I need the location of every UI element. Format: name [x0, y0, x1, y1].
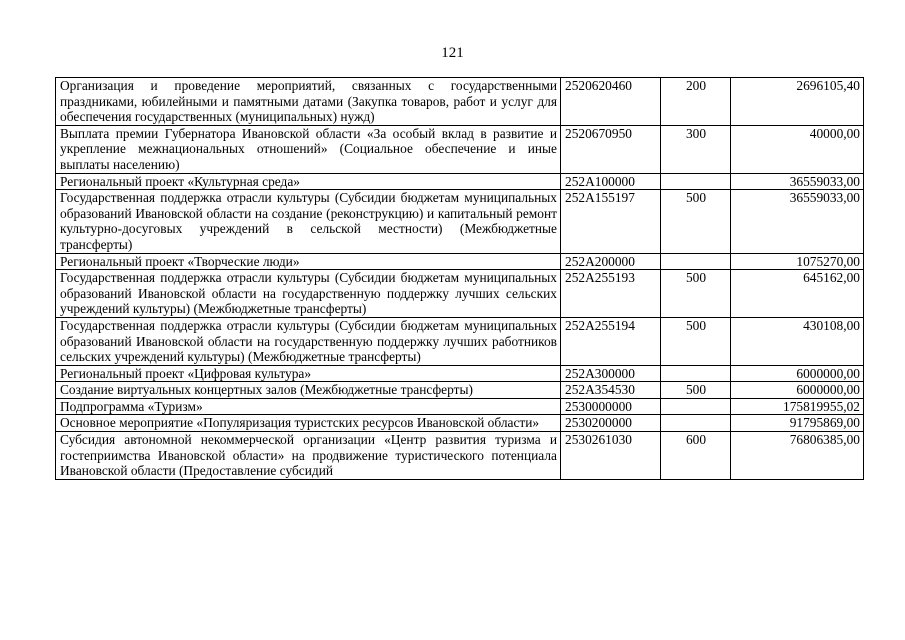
row-name-cell: Государственная поддержка отрасли культуры (Субсидии бюджетам муниципальных образований Ивановской области на государственную поддержку лучших сельских учреждений культуры) (Межбюджетные трансферты): [56, 270, 561, 318]
row-sum-cell: 40000,00: [731, 125, 864, 173]
row-name-cell: Субсидия автономной некоммерческой организации «Центр развития туризма и гостеприимства Ивановской области» на продвижение туристического потенциала Ивановской области (Предоставление субсидий: [56, 432, 561, 480]
row-code-cell: 252A155197: [561, 190, 661, 253]
row-type-cell: 500: [661, 382, 731, 399]
row-type-cell: 500: [661, 317, 731, 365]
row-code-cell: 252A354530: [561, 382, 661, 399]
row-sum-cell: 645162,00: [731, 270, 864, 318]
row-code-cell: 252A255193: [561, 270, 661, 318]
row-type-cell: 600: [661, 432, 731, 480]
row-sum-cell: 76806385,00: [731, 432, 864, 480]
row-name-cell: Региональный проект «Цифровая культура»: [56, 365, 561, 382]
row-code-cell: 252A300000: [561, 365, 661, 382]
row-name-cell: Выплата премии Губернатора Ивановской области «За особый вклад в развитие и укрепление межнациональных отношений» (Социальное обеспечение и иные выплаты населению): [56, 125, 561, 173]
row-sum-cell: 430108,00: [731, 317, 864, 365]
row-type-cell: [661, 253, 731, 270]
row-name-cell: Государственная поддержка отрасли культуры (Субсидии бюджетам муниципальных образований Ивановской области на государственную поддержку лучших работников сельских учреждений культуры) (Межбюджетные трансферты): [56, 317, 561, 365]
row-type-cell: 300: [661, 125, 731, 173]
row-code-cell: 252A200000: [561, 253, 661, 270]
row-name-cell: Региональный проект «Культурная среда»: [56, 173, 561, 190]
table-row: [56, 432, 864, 480]
table-row: [56, 253, 864, 270]
row-type-cell: [661, 365, 731, 382]
row-type-cell: [661, 398, 731, 415]
row-sum-cell: 36559033,00: [731, 173, 864, 190]
row-sum-cell: 6000000,00: [731, 365, 864, 382]
row-type-cell: 500: [661, 190, 731, 253]
row-name-cell: Государственная поддержка отрасли культуры (Субсидии бюджетам муниципальных образований Ивановской области на создание (реконструкцию) и капитальный ремонт культурно-досуговых учреждений в сельской местности) (Межбюджетные трансферты): [56, 190, 561, 253]
row-name-cell: Создание виртуальных концертных залов (Межбюджетные трансферты): [56, 382, 561, 399]
budget-table: [55, 77, 864, 480]
row-sum-cell: 91795869,00: [731, 415, 864, 432]
row-code-cell: 2520620460: [561, 78, 661, 126]
row-name-cell: Основное мероприятие «Популяризация туристских ресурсов Ивановской области»: [56, 415, 561, 432]
row-code-cell: 252A255194: [561, 317, 661, 365]
row-sum-cell: 36559033,00: [731, 190, 864, 253]
table-row: [56, 270, 864, 318]
row-code-cell: 2530261030: [561, 432, 661, 480]
row-name-cell: Региональный проект «Творческие люди»: [56, 253, 561, 270]
table-row: [56, 398, 864, 415]
table-row: [56, 317, 864, 365]
row-name-cell: Организация и проведение мероприятий, связанных с государственными праздниками, юбилейными и памятными датами (Закупка товаров, работ и услуг для обеспечения государственных (муниципальных) нужд): [56, 78, 561, 126]
row-sum-cell: 2696105,40: [731, 78, 864, 126]
table-row: [56, 173, 864, 190]
page-number: 121: [441, 45, 464, 61]
row-type-cell: 500: [661, 270, 731, 318]
table-row: [56, 382, 864, 399]
table-row: [56, 78, 864, 126]
row-code-cell: 2530000000: [561, 398, 661, 415]
row-type-cell: [661, 173, 731, 190]
table-row: [56, 415, 864, 432]
row-code-cell: 252A100000: [561, 173, 661, 190]
row-type-cell: 200: [661, 78, 731, 126]
row-name-cell: Подпрограмма «Туризм»: [56, 398, 561, 415]
row-code-cell: 2530200000: [561, 415, 661, 432]
table-row: [56, 365, 864, 382]
row-sum-cell: 6000000,00: [731, 382, 864, 399]
table-row: [56, 190, 864, 253]
row-sum-cell: 175819955,02: [731, 398, 864, 415]
row-sum-cell: 1075270,00: [731, 253, 864, 270]
row-code-cell: 2520670950: [561, 125, 661, 173]
row-type-cell: [661, 415, 731, 432]
table-row: [56, 125, 864, 173]
